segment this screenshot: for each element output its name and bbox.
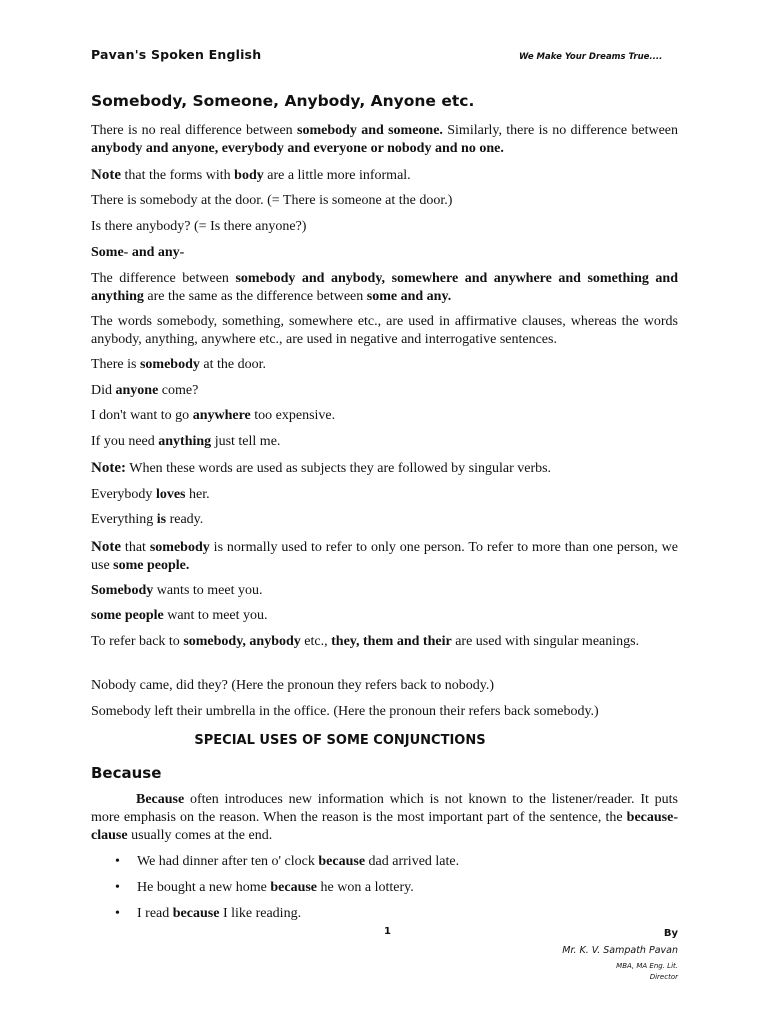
example-sentence: [91, 356, 678, 374]
bold-text: somebody and someone.: [297, 123, 443, 138]
text: wants to meet you.: [153, 583, 263, 598]
text: I like reading.: [219, 906, 302, 921]
bold-text: because: [270, 880, 318, 895]
list-item-text: [137, 905, 301, 923]
text: at the door.: [199, 357, 266, 372]
text: Similarly, there is no difference between: [442, 123, 678, 138]
signature-role: Director: [649, 973, 678, 981]
example-sentence: [91, 607, 678, 625]
text: are the same as the difference between: [143, 289, 367, 304]
bold-text: some people: [91, 608, 164, 623]
bold-text: is: [156, 512, 167, 527]
paragraph-because: [91, 791, 678, 845]
text: often introduces new information which is not known to the listener/reader. It puts more emphasis on the reason. When the reason is the most important part of the sentence, the: [91, 792, 678, 825]
text: If you need: [91, 434, 159, 449]
example-sentence: [91, 407, 678, 425]
subheading-because: Because: [91, 764, 162, 782]
text: To refer back to: [91, 634, 184, 649]
text: are a little more informal.: [263, 168, 411, 183]
example-sentence: [91, 486, 678, 504]
bold-text: some and any.: [366, 289, 452, 304]
text: I read: [137, 906, 173, 921]
bold-text: because: [172, 906, 220, 921]
bold-text: anyone: [115, 383, 159, 398]
paragraph-note-singular: [91, 459, 678, 478]
paragraph-intro: [91, 122, 678, 158]
bold-text: they, them and their: [331, 634, 452, 649]
section-title: SPECIAL USES OF SOME CONJUNCTIONS: [194, 733, 486, 748]
text: He bought a new home: [137, 880, 271, 895]
paragraph-usage: The words somebody, something, somewhere etc., are used in affirmative clauses, whereas the words anybody, anything, anywhere etc., are used in negative and interrogative sentences.: [91, 314, 678, 347]
bold-text: some people.: [113, 558, 190, 573]
bold-text: somebody and anybody, somewhere and anywhere and something and anything: [91, 271, 679, 304]
text: I don't want to go: [91, 408, 193, 423]
bold-text: anything: [158, 434, 212, 449]
signature-name: Mr. K. V. Sampath Pavan: [562, 945, 678, 956]
example-sentence: [91, 382, 678, 400]
list-item-text: [137, 879, 414, 897]
bold-text: somebody: [139, 357, 200, 372]
example-sentence: [91, 433, 678, 451]
header-title: Pavan's Spoken English: [91, 47, 262, 62]
subheading-some-any: Some- and any-: [91, 245, 185, 260]
paragraph-difference: [91, 270, 678, 306]
bold-text: somebody: [149, 540, 210, 555]
bold-text: Somebody: [91, 583, 154, 598]
text: When these words are used as subjects they are followed by singular verbs.: [125, 461, 552, 476]
text: that: [121, 540, 150, 555]
signature-by: By: [663, 928, 678, 939]
note-label: Note: [91, 539, 121, 555]
bold-text: anybody and anyone, everybody and everyone or nobody and no one.: [91, 141, 504, 156]
text: ready.: [166, 512, 204, 527]
bullet-icon: •: [115, 880, 120, 895]
paragraph-note-one-person: [91, 538, 678, 575]
text: want to meet you.: [163, 608, 268, 623]
example-sentence: [91, 511, 678, 529]
header-tagline: We Make Your Dreams True....: [519, 52, 663, 62]
example-sentence: [91, 582, 678, 600]
page-number: 1: [384, 926, 391, 937]
bullet-icon: •: [115, 906, 120, 921]
text: usually comes at the end.: [127, 828, 273, 843]
text: We had dinner after ten o' clock: [137, 854, 319, 869]
text: he won a lottery.: [317, 880, 414, 895]
bold-text: somebody, anybody: [183, 634, 301, 649]
bold-text: because: [318, 854, 366, 869]
text: dad arrived late.: [365, 854, 460, 869]
note-label: Note:: [91, 460, 126, 476]
signature-qualification: MBA, MA Eng. Lit.: [616, 962, 678, 970]
example-sentence: Nobody came, did they? (Here the pronoun they refers back to nobody.): [91, 678, 495, 693]
bullet-icon: •: [115, 854, 120, 869]
bold-text: Because: [136, 792, 185, 807]
bold-text: because-clause: [91, 810, 678, 843]
text: is normally used to refer to only one person. To refer to more than one person, we use: [91, 540, 678, 573]
page-title: Somebody, Someone, Anybody, Anyone etc.: [91, 92, 475, 110]
example-sentence: Is there anybody? (= Is there anyone?): [91, 219, 307, 234]
text: too expensive.: [250, 408, 336, 423]
paragraph-refer-back: [91, 633, 678, 651]
bold-text: loves: [155, 487, 186, 502]
example-sentence: Somebody left their umbrella in the office. (Here the pronoun their refers back somebody.): [91, 704, 599, 719]
paragraph-note-informal: [91, 166, 678, 185]
text: Everything: [91, 512, 157, 527]
text: Did: [91, 383, 116, 398]
text: come?: [158, 383, 199, 398]
text: are used with singular meanings.: [451, 634, 640, 649]
list-item-text: [137, 853, 459, 871]
text: just tell me.: [211, 434, 281, 449]
text: There is no real difference between: [91, 123, 297, 138]
text: that the forms with: [121, 168, 235, 183]
text: etc.,: [300, 634, 332, 649]
text: The difference between: [91, 271, 236, 286]
document-body: [91, 0, 678, 1024]
bold-text: body: [234, 168, 264, 183]
note-label: Note: [91, 167, 121, 183]
text: There is: [91, 357, 140, 372]
text: Everybody: [91, 487, 156, 502]
text: her.: [185, 487, 210, 502]
example-sentence: There is somebody at the door. (= There is someone at the door.): [91, 193, 453, 208]
bold-text: anywhere: [192, 408, 251, 423]
